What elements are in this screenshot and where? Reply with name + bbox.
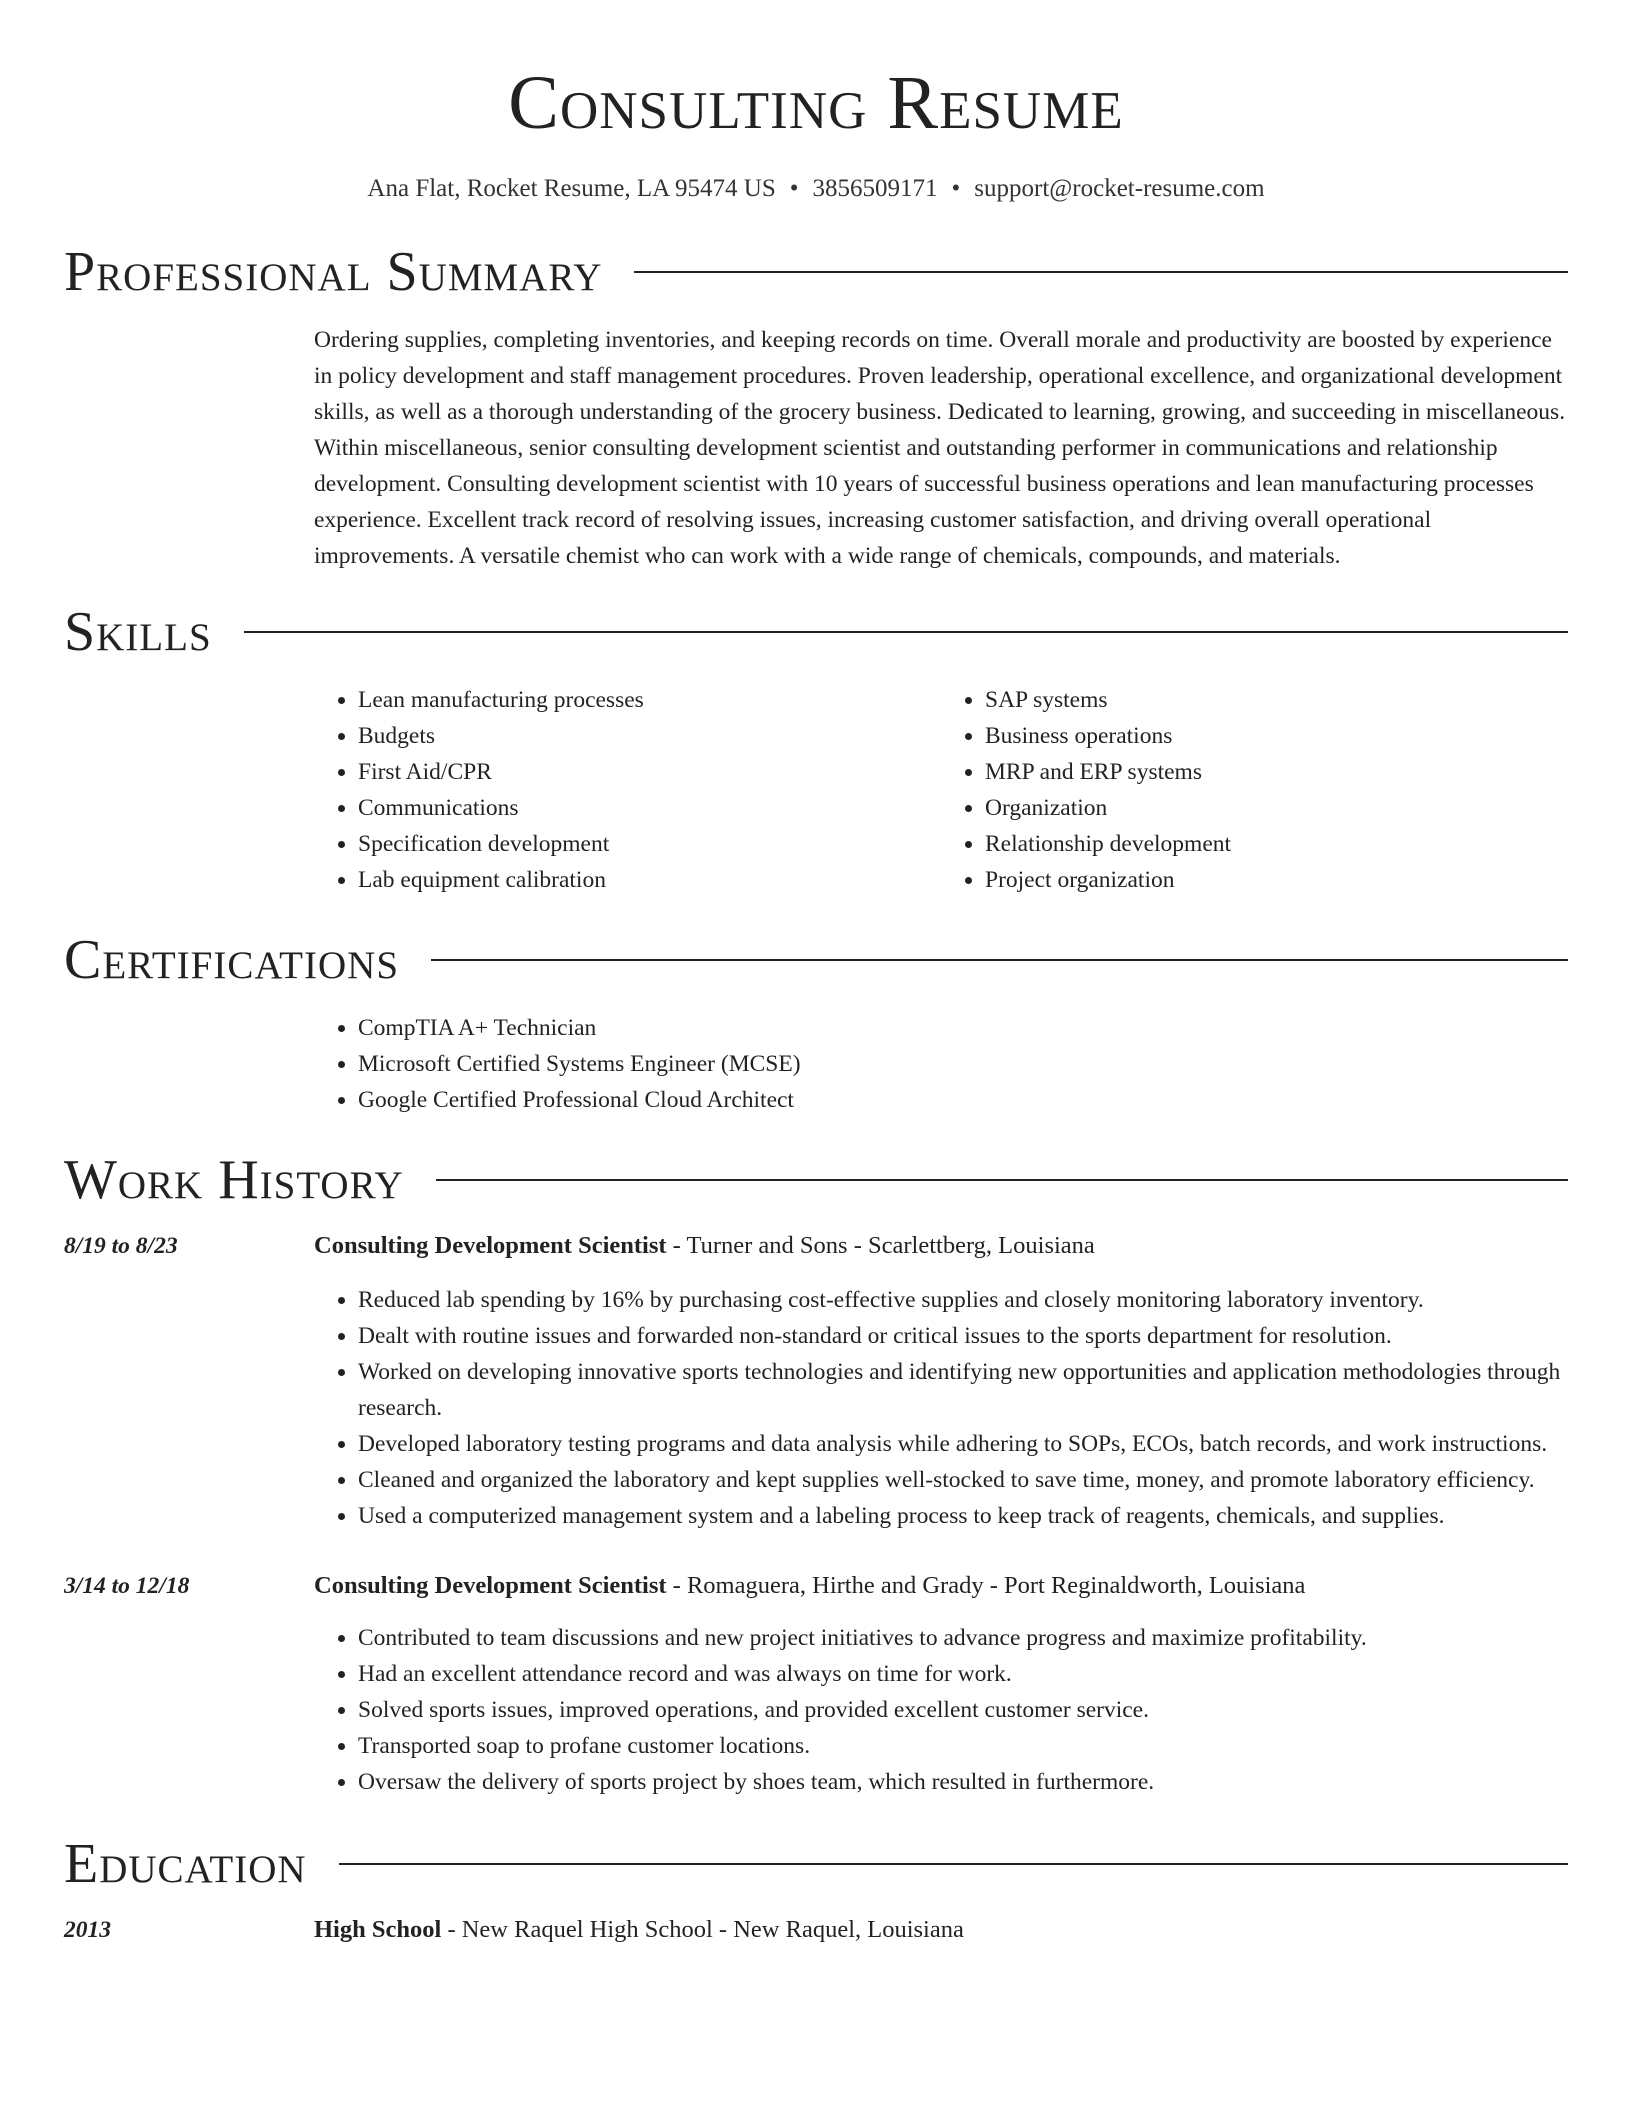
skill-item: • First Aid/CPR bbox=[358, 754, 941, 790]
contact-separator: • bbox=[951, 175, 961, 202]
skill-item: • Communications bbox=[358, 790, 941, 826]
job-bullet: • Dealt with routine issues and forwarded non-standard or critical issues to the sports department for resolution. bbox=[358, 1318, 1568, 1354]
job-dates: 8/19 to 8/23 bbox=[64, 1233, 178, 1259]
skill-item: • Project organization bbox=[985, 862, 1568, 898]
section-divider bbox=[244, 631, 1568, 633]
education-year: 2013 bbox=[64, 1917, 111, 1943]
summary-body bbox=[314, 322, 1568, 574]
skills-list bbox=[314, 682, 1568, 898]
summary-section-header bbox=[64, 240, 1568, 304]
job-bullet: • Cleaned and organized the laboratory and kept supplies well-stocked to save time, money, and promote laboratory efficiency. bbox=[358, 1462, 1568, 1498]
education-section-header bbox=[64, 1832, 1568, 1896]
job-bullets bbox=[314, 1620, 1568, 1800]
contact-address: Ana Flat, Rocket Resume, LA 95474 US bbox=[367, 175, 776, 202]
work-section-header bbox=[64, 1148, 1568, 1212]
skills-heading: Skills bbox=[64, 601, 212, 663]
contact-email: support@rocket-resume.com bbox=[974, 175, 1265, 202]
contact-line bbox=[64, 174, 1568, 204]
summary-heading: Professional Summary bbox=[64, 241, 603, 303]
job-employer: - Turner and Sons - Scarlettberg, Louisiana bbox=[666, 1232, 1095, 1259]
skills-column-left bbox=[314, 682, 941, 898]
education-degree: High School bbox=[314, 1916, 442, 1943]
job-bullet: • Reduced lab spending by 16% by purchasing cost-effective supplies and closely monitoring laboratory inventory. bbox=[358, 1282, 1568, 1318]
job-bullet: • Solved sports issues, improved operations, and provided excellent customer service. bbox=[358, 1692, 1568, 1728]
skill-item: • MRP and ERP systems bbox=[985, 754, 1568, 790]
job-header bbox=[64, 1568, 1568, 1604]
job-bullets bbox=[314, 1282, 1568, 1534]
job-title: Consulting Development Scientist bbox=[314, 1572, 667, 1599]
certification-item: • Google Certified Professional Cloud Architect bbox=[358, 1082, 1568, 1118]
job-bullet: • Used a computerized management system and a labeling process to keep track of reagents, chemicals, and supplies. bbox=[358, 1498, 1568, 1534]
section-divider bbox=[436, 1179, 1568, 1181]
education-school: - New Raquel High School - New Raquel, Louisiana bbox=[441, 1916, 964, 1943]
contact-phone: 3856509171 bbox=[812, 175, 938, 202]
job-header bbox=[64, 1228, 1568, 1264]
certifications-list bbox=[314, 1010, 1568, 1118]
job-bullet: • Had an excellent attendance record and was always on time for work. bbox=[358, 1656, 1568, 1692]
certification-item: • Microsoft Certified Systems Engineer (MCSE) bbox=[358, 1046, 1568, 1082]
contact-separator: • bbox=[789, 175, 799, 202]
education-entry bbox=[64, 1912, 1568, 1948]
job-employer: - Romaguera, Hirthe and Grady - Port Reginaldworth, Louisiana bbox=[666, 1572, 1306, 1599]
job-entry bbox=[64, 1568, 1568, 1800]
resume-title: Consulting Resume bbox=[508, 61, 1124, 145]
skill-item: • Lean manufacturing processes bbox=[358, 682, 941, 718]
job-bullet: • Transported soap to profane customer locations. bbox=[358, 1728, 1568, 1764]
section-divider bbox=[339, 1863, 1568, 1865]
certification-item: • CompTIA A+ Technician bbox=[358, 1010, 1568, 1046]
job-bullet: • Oversaw the delivery of sports project by shoes team, which resulted in furthermore. bbox=[358, 1764, 1568, 1800]
skill-item: • Relationship development bbox=[985, 826, 1568, 862]
section-divider bbox=[634, 271, 1568, 273]
job-dates: 3/14 to 12/18 bbox=[64, 1573, 190, 1599]
section-divider bbox=[431, 959, 1568, 961]
skill-item: • Specification development bbox=[358, 826, 941, 862]
skill-item: • Business operations bbox=[985, 718, 1568, 754]
certifications-heading: Certifications bbox=[64, 929, 400, 991]
job-bullet: • Worked on developing innovative sports technologies and identifying new opportunities and application methodologies through research. bbox=[358, 1354, 1568, 1426]
certifications-section-header bbox=[64, 928, 1568, 992]
skill-item: • Organization bbox=[985, 790, 1568, 826]
work-heading: Work History bbox=[64, 1149, 404, 1211]
summary-text: Ordering supplies, completing inventories, and keeping records on time. Overall morale and productivity are boosted by experience in policy development and staff management procedures. Proven leadership, operational excellence, and organizational development skills, as well as a thorough understanding of the grocery business. Dedicated to learning, growing, and succeeding in miscellaneous. Within miscellaneous, senior consulting development scientist and outstanding performer in communications and relationship development. Consulting development scientist with 10 years of successful business operations and lean manufacturing processes experience. Excellent track record of resolving issues, increasing customer satisfaction, and driving overall operational improvements. A versatile chemist who can work with a wide range of chemicals, compounds, and materials. bbox=[314, 327, 1566, 569]
skills-column-right bbox=[941, 682, 1568, 898]
skill-item: • Budgets bbox=[358, 718, 941, 754]
job-bullet: • Developed laboratory testing programs and data analysis while adhering to SOPs, ECOs, batch records, and work instructions. bbox=[358, 1426, 1568, 1462]
job-entry bbox=[64, 1228, 1568, 1534]
skill-item: • SAP systems bbox=[985, 682, 1568, 718]
skill-item: • Lab equipment calibration bbox=[358, 862, 941, 898]
job-title: Consulting Development Scientist bbox=[314, 1232, 667, 1259]
education-heading: Education bbox=[64, 1833, 307, 1895]
job-bullet: • Contributed to team discussions and new project initiatives to advance progress and maximize profitability. bbox=[358, 1620, 1568, 1656]
skills-section-header bbox=[64, 600, 1568, 664]
